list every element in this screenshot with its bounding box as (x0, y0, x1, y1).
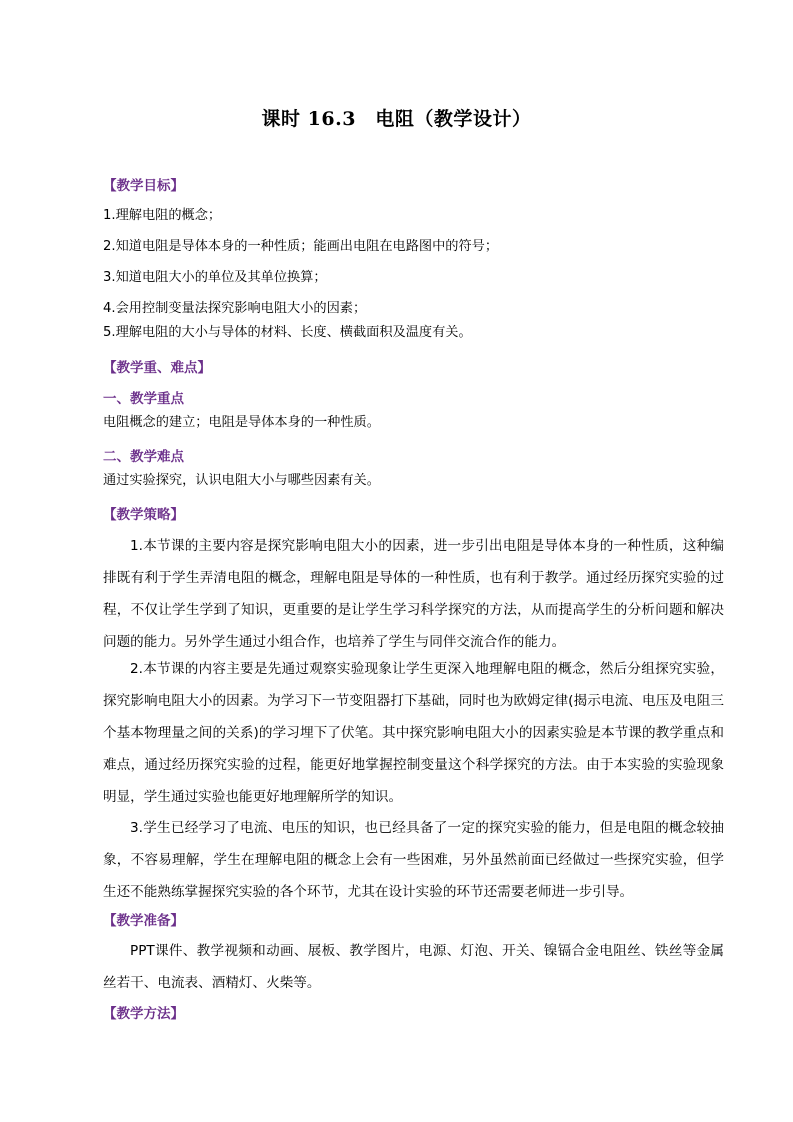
objective-item-2: 2.知道电阻是导体本身的一种性质；能画出电阻在电路图中的符号； (103, 239, 499, 254)
strategy-heading: 【教学策略】 (103, 507, 184, 523)
difficulty-title: 二、教学难点 (103, 449, 184, 465)
key-points-heading: 【教学重、难点】 (103, 360, 211, 376)
strategy-paragraph-3: 3.学生已经学习了电流、电压的知识，也已经具备了一定的探究实验的能力，但是电阻的概念较抽象，不容易理解，学生在理解电阻的概念上会有一些困难，另外虽然前面已经做过一些探究实验，但学生还不能熟练掌握探究实验的各个环节，尤其在设计实验的环节还需要老师进一步引导。 (103, 820, 724, 900)
objective-item-1: 1.理解电阻的概念； (103, 208, 222, 223)
page-title: 课时 16.3 电阻（教学设计） (261, 108, 532, 130)
preparation-heading: 【教学准备】 (103, 913, 184, 929)
objective-item-3: 3.知道电阻大小的单位及其单位换算； (103, 270, 327, 285)
methods-heading: 【教学方法】 (103, 1006, 184, 1022)
objectives-heading: 【教学目标】 (103, 178, 184, 194)
focus-text: 电阻概念的建立；电阻是导体本身的一种性质。 (103, 415, 380, 430)
difficulty-text: 通过实验探究，认识电阻大小与哪些因素有关。 (103, 473, 380, 488)
strategy-paragraph-2: 2.本节课的内容主要是先通过观察实验现象让学生更深入地理解电阻的概念，然后分组探究实验，探究影响电阻大小的因素。为学习下一节变阻器打下基础，同时也为欧姆定律(揭示电流、电压及电阻三个基本物理量之间的关系)的学习埋下了伏笔。其中探究影响电阻大小的因素实验是本节课的教学重点和难点，通过经历探究实验的过程，能更好地掌握控制变量这个科学探究的方法。由于本实验的实验现象明显，学生通过实验也能更好地理解所学的知识。 (103, 661, 724, 805)
preparation-text: PPT课件、教学视频和动画、展板、教学图片，电源、灯泡、开关、镍镉合金电阻丝、铁丝等金属丝若干、电流表、酒精灯、火柴等。 (103, 943, 724, 991)
objective-item-5: 5.理解电阻的大小与导体的材料、长度、横截面积及温度有关。 (103, 325, 472, 340)
objective-item-4: 4.会用控制变量法探究影响电阻大小的因素； (103, 301, 367, 316)
focus-title: 一、教学重点 (103, 391, 184, 407)
strategy-paragraph-1: 1.本节课的主要内容是探究影响电阻大小的因素，进一步引出电阻是导体本身的一种性质，这种编排既有利于学生弄清电阻的概念，理解电阻是导体的一种性质，也有利于教学。通过经历探究实验的过程，不仅让学生学到了知识，更重要的是让学生学习科学探究的方法，从而提高学生的分析问题和解决问题的能力。另外学生通过小组合作，也培养了学生与同伴交流合作的能力。 (103, 538, 724, 650)
